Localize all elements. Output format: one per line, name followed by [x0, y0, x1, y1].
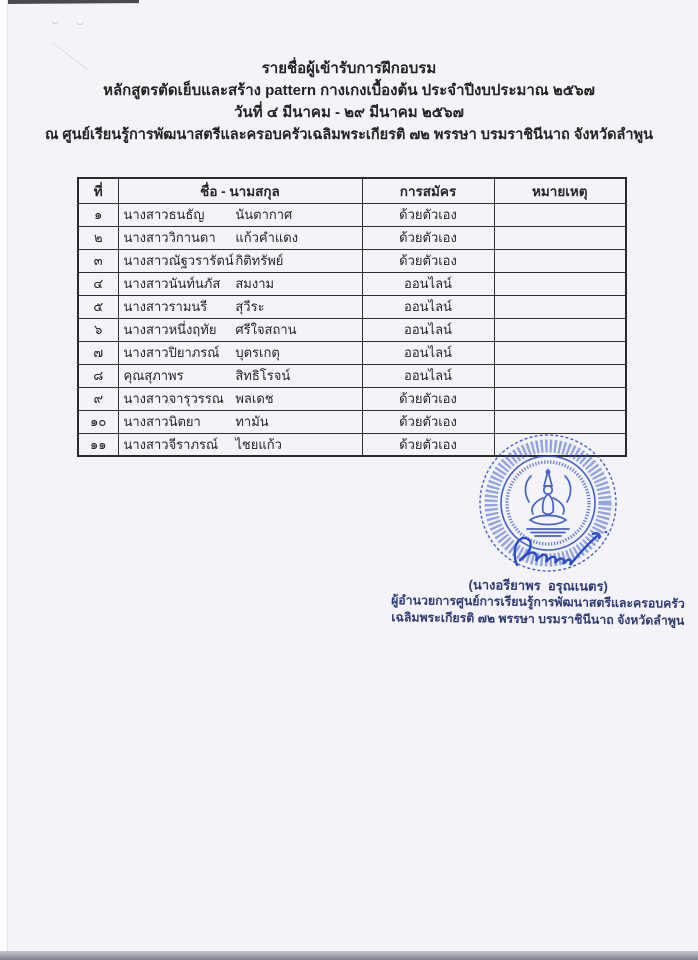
row-number: ๑๑	[78, 433, 118, 456]
first-name: นางสาวรามนรี	[123, 299, 208, 314]
row-name-cell	[118, 249, 362, 272]
row-name-cell	[118, 410, 362, 433]
registration-method: ออนไลน์	[362, 295, 494, 318]
table-row	[78, 295, 626, 318]
signer-block	[382, 575, 695, 629]
remark-cell	[494, 272, 626, 295]
table-row	[78, 249, 626, 272]
remark-cell	[494, 341, 626, 364]
signature	[505, 527, 617, 579]
document-title: รายชื่อผู้เข้ารับการฝึกอบรม	[261, 60, 437, 77]
first-name: นางสาวจารุวรรณ	[123, 391, 224, 406]
first-name: นางสาวธนธัญ	[123, 207, 205, 222]
table-header-row	[78, 178, 626, 203]
document-header	[0, 58, 698, 146]
remark-cell	[494, 318, 626, 341]
registration-method: ออนไลน์	[362, 272, 494, 295]
row-name-cell	[118, 226, 362, 249]
date-range: วันที่ ๔ มีนาคม - ๒๙ มีนาคม ๒๕๖๗	[234, 104, 464, 121]
last-name: แก้วคำแดง	[235, 230, 299, 245]
row-name-cell	[118, 203, 362, 226]
col-header-no: ที่	[78, 178, 118, 203]
row-name-cell	[118, 364, 362, 387]
row-number: ๘	[78, 364, 118, 387]
row-number: ๒	[78, 226, 118, 249]
table-row	[78, 272, 626, 295]
last-name: กิติทรัพย์	[235, 253, 284, 268]
last-name: ทามัน	[235, 414, 269, 429]
table-row	[78, 226, 626, 249]
row-number: ๓	[78, 249, 118, 272]
row-name-cell	[118, 295, 362, 318]
row-number: ๕	[78, 295, 118, 318]
punch-hole	[52, 19, 58, 24]
last-name: บุตรเกตุ	[235, 345, 280, 360]
first-name: นางสาววิกานดา	[123, 230, 216, 245]
registration-method: ออนไลน์	[362, 364, 494, 387]
table-row	[78, 318, 626, 341]
first-name: นางสาวปิยาภรณ์	[123, 345, 220, 360]
remark-cell	[494, 364, 626, 387]
row-number: ๔	[78, 272, 118, 295]
col-header-name: ชื่อ - นามสกุล	[118, 178, 362, 203]
first-name: นางสาวนิตยา	[123, 414, 201, 429]
table-row	[78, 203, 626, 226]
col-header-registration: การสมัคร	[362, 178, 494, 203]
row-number: ๑	[78, 203, 118, 226]
first-name: นางสาวจีราภรณ์	[123, 436, 219, 452]
signer-name: (นางอรียาพร อรุณเนตร)	[468, 577, 608, 594]
remark-cell	[494, 295, 626, 318]
row-number: ๖	[78, 318, 118, 341]
remark-cell	[494, 203, 626, 226]
table-row	[78, 364, 626, 387]
col-header-remark: หมายเหตุ	[494, 178, 626, 203]
signer-title-line2: เฉลิมพระเกียรติ ๗๒ พรรษา บรมราชินีนาถ จังหวัดลำพูน	[391, 609, 685, 628]
last-name: สิทธิโรจน์	[235, 368, 291, 383]
row-name-cell	[118, 272, 362, 295]
table-body	[78, 203, 626, 456]
participants-table	[77, 177, 627, 457]
last-name: ไชยแก้ว	[235, 436, 282, 452]
registration-method: ด้วยตัวเอง	[362, 249, 494, 272]
last-name: พลเดช	[235, 391, 274, 406]
row-name-cell	[118, 433, 362, 456]
last-name: สมงาม	[235, 276, 275, 291]
row-name-cell	[118, 387, 362, 410]
registration-method: ด้วยตัวเอง	[362, 226, 494, 249]
table-row	[78, 387, 626, 410]
registration-method: ด้วยตัวเอง	[362, 433, 494, 456]
first-name: นางสาวหนึ่งฤทัย	[123, 322, 217, 337]
venue-line: ณ ศูนย์เรียนรู้การพัฒนาสตรีและครอบครัวเฉลิมพระเกียรติ ๗๒ พรรษา บรมราชินีนาถ จังหวัดลำพูน	[44, 127, 654, 143]
course-title: หลักสูตรตัดเย็บและสร้าง pattern กางเกงเบื้องต้น ประจำปีงบประมาณ ๒๕๖๗	[103, 82, 595, 99]
row-number: ๗	[78, 341, 118, 364]
last-name: ศรีใจสถาน	[235, 322, 297, 337]
registration-method: ด้วยตัวเอง	[362, 410, 494, 433]
last-name: สุวีระ	[235, 299, 265, 314]
scanner-edge-top	[7, 0, 139, 4]
row-number: ๑๐	[78, 410, 118, 433]
first-name: คุณสุภาพร	[123, 368, 184, 383]
table-row	[78, 341, 626, 364]
remark-cell	[494, 249, 626, 272]
row-number: ๙	[78, 387, 118, 410]
remark-cell	[494, 226, 626, 249]
remark-cell	[494, 387, 626, 410]
registration-method: ออนไลน์	[362, 341, 494, 364]
row-name-cell	[118, 341, 362, 364]
first-name: นางสาวนันท์นภัส	[123, 276, 221, 291]
registration-method: ด้วยตัวเอง	[362, 387, 494, 410]
last-name: นันตากาศ	[235, 207, 293, 222]
signer-title-line1: ผู้อำนวยการศูนย์การเรียนรู้การพัฒนาสตรีและครอบครัว	[391, 593, 685, 611]
first-name: นางสาวณัฐวรารัตน์	[123, 253, 234, 268]
row-name-cell	[118, 318, 362, 341]
scanner-edge-bottom	[0, 951, 698, 960]
registration-method: ออนไลน์	[362, 318, 494, 341]
registration-method: ด้วยตัวเอง	[362, 203, 494, 226]
